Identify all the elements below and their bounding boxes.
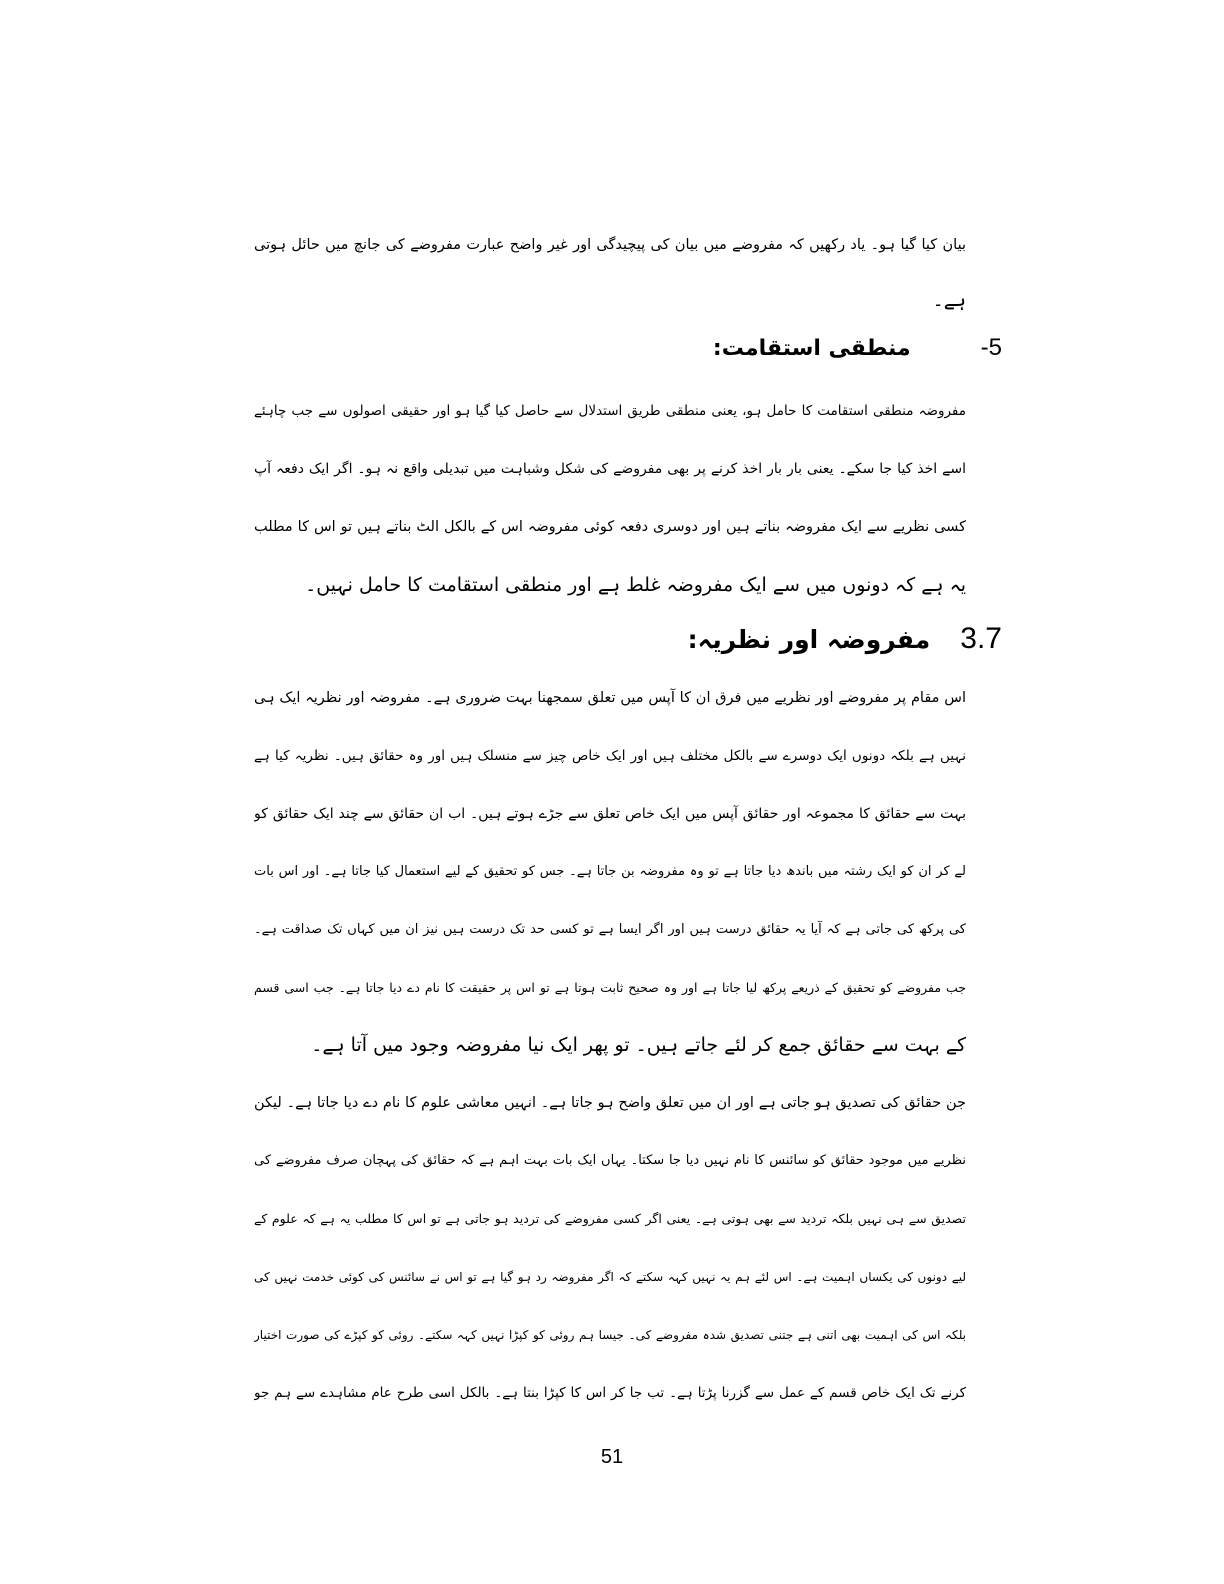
body-line: کے بہت سے حقائق جمع کر لئے جاتے ہیں۔ تو پھر ایک نیا مفروضہ وجود میں آتا ہے۔ [311,1034,966,1056]
body-line: کرنے تک ایک خاص قسم کے عمل سے گزرنا پڑتا ہے۔ تب جا کر اس کا کپڑا بنتا ہے۔ بالکل اسی طرح عام مشاہدے سے ہم جو [254,1385,966,1401]
body-line: اسے اخذ کیا جا سکے۔ یعنی بار بار اخذ کرنے پر بھی مفروضے کی شکل وشباہت میں تبدیلی واقع نہ ہو۔ اگر ایک دفعہ آپ [254,461,966,477]
body-line: نہیں ہے بلکہ دونوں ایک دوسرے سے بالکل مختلف ہیں اور ایک خاص چیز سے منسلک ہیں اور وہ حقائق ہیں۔ نظریہ کیا ہے [254,748,966,764]
body-line: تصدیق سے ہی نہیں بلکہ تردید سے بھی ہوتی ہے۔ یعنی اگر کسی مفروضے کی تردید ہو جاتی ہے تو اس کا مطلب یہ ہے کہ علوم کے [254,1211,966,1226]
body-line: بیان کیا گیا ہو۔ یاد رکھیں کہ مفروضے میں بیان کی پیچیدگی اور غیر واضح عبارت مفروضے کی جانچ میں حائل ہوتی [254,237,966,253]
body-line: یہ ہے کہ دونوں میں سے ایک مفروضہ غلط ہے اور منطقی استقامت کا حامل نہیں۔ [305,574,966,596]
section-title: منطقی استقامت: [712,335,911,361]
body-line: لیے دونوں کی یکساں اہمیت ہے۔ اس لئے ہم یہ نہیں کہہ سکتے کہ اگر مفروضہ رد ہو گیا ہے تو اس نے سائنس کی کوئی خدمت نہیں کی [254,1270,966,1284]
section-number: -5 [980,334,1002,361]
body-line: جن حقائق کی تصدیق ہو جاتی ہے اور ان میں تعلق واضح ہو جاتا ہے۔ انہیں معاشی علوم کا نام دے دیا جاتا ہے۔ لیکن [254,1095,966,1111]
body-line: مفروضہ منطقی استقامت کا حامل ہو، یعنی منطقی طریق استدلال سے حاصل کیا گیا ہو اور حقیقی اصولوں سے جب چاہئے [254,403,966,419]
body-line: جب مفروضے کو تحقیق کے ذریعے پرکھ لیا جاتا ہے اور وہ صحیح ثابت ہوتا ہے تو اس پر حقیقت کا نام دے دیا جاتا ہے۔ جب اسی قسم [254,980,966,995]
body-line: نظریے میں موجود حقائق کو سائنس کا نام نہیں دیا جا سکتا۔ یہاں ایک بات بہت اہم ہے کہ حقائق کی پہچان صرف مفروضے کی [254,1153,966,1168]
section-title: مفروضہ اور نظریہ: [687,624,931,654]
body-line: لے کر ان کو ایک رشتہ میں باندھ دیا جاتا ہے تو وہ مفروضہ بن جاتا ہے۔ جس کو تحقیق کے لیے استعمال کیا جاتا ہے۔ اور اس بات [254,864,966,879]
body-line: بہت سے حقائق کا مجموعہ اور حقائق آپس میں ایک خاص تعلق سے جڑے ہوتے ہیں۔ اب ان حقائق سے چند ایک حقائق کو [254,806,966,822]
body-line: کسی نظریے سے ایک مفروضہ بناتے ہیں اور دوسری دفعہ کوئی مفروضہ اس کے بالکل الٹ بناتے ہیں تو اس کا مطلب [254,519,966,535]
section-5-heading [713,334,1002,362]
body-line: کی پرکھ کی جاتی ہے کہ آیا یہ حقائق درست ہیں اور اگر ایسا ہے تو کسی حد تک درست ہیں نیز ان میں کہاں تک صداقت ہے۔ [254,922,966,937]
page-number: 51 [600,1446,624,1468]
section-3-7-heading [688,622,1002,656]
section-number: 3.7 [960,622,1002,655]
body-line: اس مقام پر مفروضے اور نظریے میں فرق ان کا آپس میں تعلق سمجھنا بہت ضروری ہے۔ مفروضہ اور نظریہ ایک ہی [254,690,966,706]
body-line: ہے۔ [932,289,966,311]
body-line: بلکہ اس کی اہمیت بھی اتنی ہے جتنی تصدیق شدہ مفروضے کی۔ جیسا ہم روئی کو کپڑا نہیں کہہ سکتے۔ روئی کو کپڑے کی صورت اختیار [254,1328,966,1342]
